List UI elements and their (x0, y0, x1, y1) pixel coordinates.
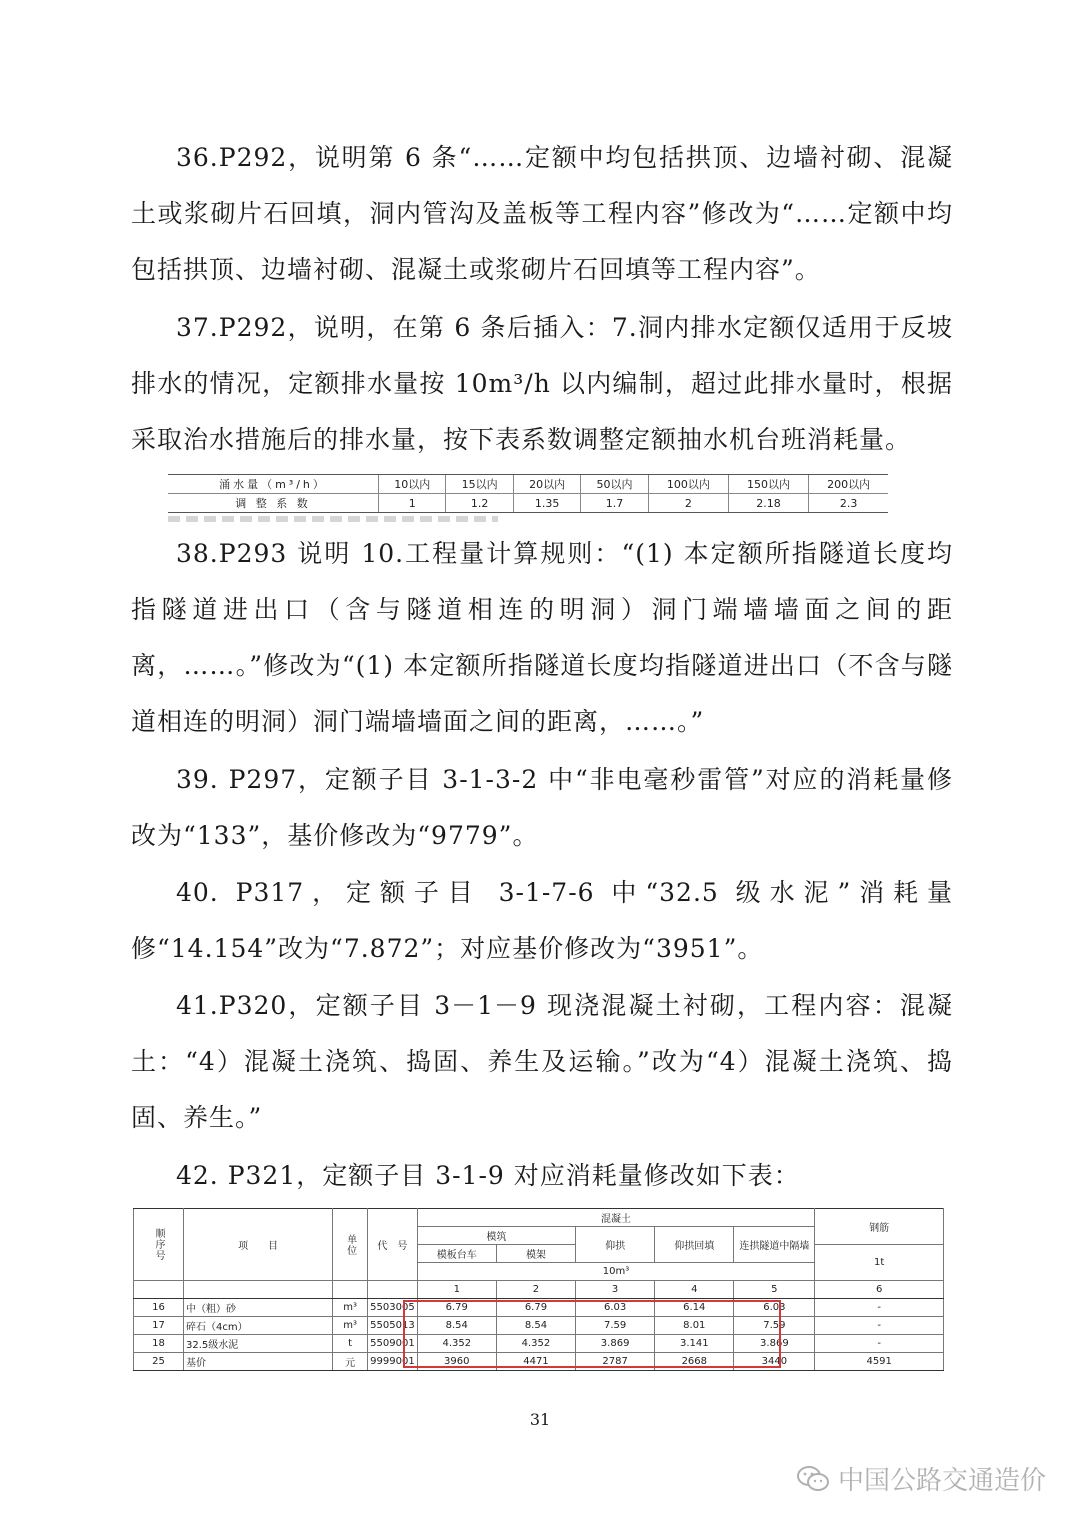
header-code: 代 号 (368, 1209, 418, 1281)
row-unit: 元 (333, 1353, 368, 1371)
table-row (134, 1299, 944, 1317)
cropped-text-strip (168, 516, 498, 522)
row-value: 6.03 (734, 1299, 815, 1317)
paragraph-42: 42. P321，定额子目 3-1-9 对应消耗量修改如下表： (176, 1161, 800, 1190)
table-header-row (134, 1209, 944, 1227)
row-value: 2668 (655, 1353, 734, 1371)
row-code: 5505013 (368, 1317, 418, 1335)
row-value: 6.14 (655, 1299, 734, 1317)
header-mold: 模筑 (417, 1227, 575, 1245)
watermark-text: 中国公路交通造价 (837, 1466, 1046, 1496)
col-num: 5 (734, 1281, 815, 1299)
table-cell: 50以内 (581, 475, 648, 494)
consumption-table (133, 1208, 944, 1371)
table-cell: 涌水量（m³/h） (168, 475, 379, 494)
table-cell: 15以内 (446, 475, 513, 494)
row-item: 中（粗）砂 (184, 1299, 333, 1317)
table-row (168, 475, 888, 494)
row-code: 5509001 (368, 1335, 418, 1353)
row-unit: m³ (333, 1299, 368, 1317)
table-cell: 1.35 (513, 494, 580, 513)
paragraph-40: 40. P317，定额子目 3-1-7-6 中“32.5 级水泥”消耗量修“14.154”改为“7.872”；对应基价修改为“3951”。 (131, 878, 953, 963)
paragraph-37: 37.P292，说明，在第 6 条后插入：7.洞内排水定额仅适用于反坡排水的情况，定额排水量按 10m³/h 以内编制，超过此排水量时，根据采取治水措施后的排水量，按下表系数调整定额抽水机台班消耗量。 (131, 313, 953, 454)
header-concrete: 混凝土 (417, 1209, 815, 1227)
table-cell (184, 1281, 333, 1299)
watermark (796, 1460, 1046, 1497)
paragraph-38: 38.P293 说明 10.工程量计算规则：“(1) 本定额所指隧道长度均指隧道进出口（含与隧道相连的明洞）洞门端墙墙面之间的距离，……。”修改为“(1) 本定额所指隧道长度均指隧道进出口（不含与隧道相连的明洞）洞门端墙墙面之间的距离，……。” (131, 539, 953, 736)
row-value: 4591 (815, 1353, 944, 1371)
header-invert: 仰拱 (576, 1227, 655, 1263)
row-value: - (815, 1299, 944, 1317)
table-cell: 20以内 (513, 475, 580, 494)
header-unit-concrete: 10m³ (417, 1263, 815, 1281)
row-value: 3.141 (655, 1335, 734, 1353)
table-cell: 1.7 (581, 494, 648, 513)
row-value: 4.352 (417, 1335, 496, 1353)
row-value: 8.54 (496, 1317, 575, 1335)
table-cell (134, 1281, 184, 1299)
row-unit: m³ (333, 1317, 368, 1335)
row-value: 3960 (417, 1353, 496, 1371)
header-unit-rebar: 1t (815, 1245, 944, 1281)
row-value: 6.79 (496, 1299, 575, 1317)
row-seq: 25 (134, 1353, 184, 1371)
table-cell: 2.3 (809, 494, 888, 513)
row-code: 9999001 (368, 1353, 418, 1371)
row-value: - (815, 1335, 944, 1353)
row-value: 6.03 (576, 1299, 655, 1317)
col-num: 4 (655, 1281, 734, 1299)
row-item: 基价 (184, 1353, 333, 1371)
table-cell (368, 1281, 418, 1299)
table-cell: 150以内 (728, 475, 808, 494)
table-row (134, 1335, 944, 1353)
row-item: 32.5级水泥 (184, 1335, 333, 1353)
row-item: 碎石（4cm） (184, 1317, 333, 1335)
row-value: 3440 (734, 1353, 815, 1371)
col-num: 3 (576, 1281, 655, 1299)
paragraph-41: 41.P320，定额子目 3－1－9 现浇混凝土衬砌，工程内容：混凝土：“4）混凝土浇筑、捣固、养生及运输。”改为“4）混凝土浇筑、捣固、养生。” (131, 991, 953, 1132)
row-code: 5503005 (368, 1299, 418, 1317)
table-header-row (134, 1281, 944, 1299)
col-num: 1 (417, 1281, 496, 1299)
header-invert-fill: 仰拱回填 (655, 1227, 734, 1263)
row-value: 7.59 (734, 1317, 815, 1335)
table-row (134, 1317, 944, 1335)
paragraph-36: 36.P292，说明第 6 条“……定额中均包括拱顶、边墙衬砌、混凝土或浆砌片石回填，洞内管沟及盖板等工程内容”修改为“……定额中均包括拱顶、边墙衬砌、混凝土或浆砌片石回填等工程内容”。 (131, 143, 953, 284)
table-cell: 调 整 系 数 (168, 494, 379, 513)
wechat-icon (796, 1465, 830, 1493)
row-value: 4.352 (496, 1335, 575, 1353)
header-partition: 连拱隧道中隔墙 (734, 1227, 815, 1263)
header-mold-frame: 模架 (496, 1245, 575, 1263)
table-cell: 1.2 (446, 494, 513, 513)
table-row (168, 494, 888, 513)
row-value: 8.01 (655, 1317, 734, 1335)
row-value: 2787 (576, 1353, 655, 1371)
table-cell: 2.18 (728, 494, 808, 513)
table-cell: 1 (379, 494, 446, 513)
paragraph-39: 39. P297，定额子目 3-1-3-2 中“非电毫秒雷管”对应的消耗量修改为“133”，基价修改为“9779”。 (131, 765, 953, 850)
table-row (134, 1353, 944, 1371)
col-num: 6 (815, 1281, 944, 1299)
header-unit: 单位 (333, 1209, 368, 1281)
row-value: 3.869 (576, 1335, 655, 1353)
row-seq: 17 (134, 1317, 184, 1335)
table-cell (333, 1281, 368, 1299)
row-value: 7.59 (576, 1317, 655, 1335)
header-seq: 顺序号 (134, 1209, 184, 1281)
row-value: 4471 (496, 1353, 575, 1371)
row-value: 3.869 (734, 1335, 815, 1353)
table-cell: 10以内 (379, 475, 446, 494)
drainage-coefficient-table (168, 474, 888, 513)
header-rebar: 钢筋 (815, 1209, 944, 1245)
table-cell: 2 (648, 494, 728, 513)
table-cell: 200以内 (809, 475, 888, 494)
row-seq: 16 (134, 1299, 184, 1317)
row-seq: 18 (134, 1335, 184, 1353)
page-number: 31 (529, 1410, 551, 1429)
row-unit: t (333, 1335, 368, 1353)
header-item: 项 目 (184, 1209, 333, 1281)
row-value: 6.79 (417, 1299, 496, 1317)
col-num: 2 (496, 1281, 575, 1299)
header-mold-trolley: 模板台车 (417, 1245, 496, 1263)
table-cell: 100以内 (648, 475, 728, 494)
row-value: - (815, 1317, 944, 1335)
row-value: 8.54 (417, 1317, 496, 1335)
